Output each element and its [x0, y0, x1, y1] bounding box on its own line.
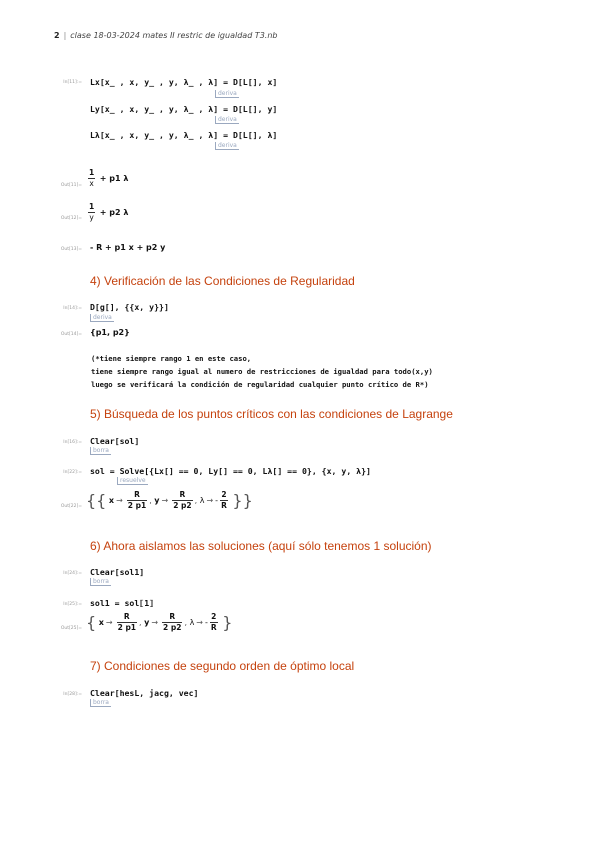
- input-line-clear-hesl[interactable]: Clear[hesL, jacg, vec]: [90, 688, 199, 698]
- cell-label-in16: In[16]:=: [63, 440, 82, 445]
- output-out12: [86, 202, 128, 223]
- output-out14: {p1, p2}: [90, 328, 130, 337]
- input-line-solve[interactable]: sol = Solve[{Lx[] == 0, Ly[] == 0, Lλ[] == 0}, {x, y, λ}]: [90, 466, 371, 476]
- fraction-2-r: $\frac{2}{R}$: [221, 490, 227, 510]
- output-out13: - R + p1 x + p2 y: [90, 243, 166, 252]
- open-brace: {{: [86, 491, 107, 510]
- hint-deriva-3[interactable]: deriva: [215, 142, 239, 150]
- header-separator: |: [63, 31, 67, 40]
- output-out11: [86, 168, 128, 189]
- fraction-r-2p1: $\frac{R}{2 p1}$: [117, 612, 137, 632]
- section-heading-7: 7) Condiciones de segundo orden de óptimo local: [90, 659, 355, 673]
- cell-label-in14: In[14]:=: [63, 306, 82, 311]
- page-number: 2: [54, 31, 60, 40]
- cell-label-out25: Out[25]=: [60, 626, 82, 631]
- comment-line-3: luego se verificará la condición de regularidad cualquier punto crítico de R*): [91, 380, 429, 389]
- notebook-title: clase 18-03-2024 mates II restric de igualdad T3.nb: [70, 31, 278, 40]
- fraction-2-r: $\frac{2}{R}$: [210, 612, 217, 632]
- output-out22: {{ x → $\frac{R}{2 p1}$ , y → $\frac{R}{2 p2}$ , λ → - $\frac{2}{R}$ }}: [86, 490, 253, 510]
- hint-resuelve[interactable]: resuelve: [117, 477, 148, 485]
- input-line-clear-sol[interactable]: Clear[sol]: [90, 436, 140, 446]
- cell-label-in24: In[24]:=: [63, 571, 82, 576]
- fraction-r-2p2: $\frac{R}{2 p2}$: [173, 490, 192, 510]
- input-line-ly[interactable]: Ly[x_ , x, y_ , y, λ_ , λ] = D[L[], y]: [90, 104, 278, 114]
- input-line-sol1[interactable]: sol1 = sol⟦1⟧: [90, 598, 155, 608]
- hint-deriva-1[interactable]: deriva: [215, 90, 239, 98]
- cell-label-out11: Out[11]=: [60, 183, 82, 188]
- hint-deriva-2[interactable]: deriva: [215, 116, 239, 124]
- input-line-llambda[interactable]: Lλ[x_ , x, y_ , y, λ_ , λ] = D[L[], λ]: [90, 130, 278, 140]
- hint-borra-1[interactable]: borra: [90, 447, 111, 455]
- page-header: [54, 31, 277, 40]
- cell-label-out12: Out[12]=: [60, 216, 82, 221]
- fraction-1-y: $\frac{1}{y}$: [89, 202, 95, 222]
- comment-line-1: (*tiene siempre rango 1 en este caso,: [91, 354, 252, 363]
- section-heading-4: 4) Verificación de las Condiciones de Regularidad: [90, 274, 355, 288]
- fraction-1-x: $\frac{1}{x}$: [89, 168, 95, 188]
- out12-rest: + p2 λ: [99, 208, 129, 217]
- cell-label-out13: Out[13]=: [60, 247, 82, 252]
- hint-borra-3[interactable]: borra: [90, 699, 111, 707]
- cell-label-out22: Out[22]=: [60, 504, 82, 509]
- comment-line-2: tiene siempre rango igual al numero de restricciones de igualdad para todo(x,y): [91, 367, 433, 376]
- open-brace: {: [86, 613, 97, 632]
- cell-label-in22: In[22]:=: [63, 470, 82, 475]
- cell-label-out14: Out[14]=: [60, 332, 82, 337]
- fraction-r-2p2: $\frac{R}{2 p2}$: [163, 612, 182, 632]
- section-heading-5: 5) Búsqueda de los puntos críticos con las condiciones de Lagrange: [90, 407, 453, 421]
- section-heading-6: 6) Ahora aislamos las soluciones (aquí sólo tenemos 1 solución): [90, 539, 432, 553]
- hint-deriva-4[interactable]: deriva: [90, 314, 114, 322]
- close-brace: }: [222, 613, 233, 632]
- input-line-lx[interactable]: Lx[x_ , x, y_ , y, λ_ , λ] = D[L[], x]: [90, 77, 278, 87]
- input-line-d-g[interactable]: D[g[], {{x, y}}]: [90, 302, 169, 312]
- hint-borra-2[interactable]: borra: [90, 578, 111, 586]
- fraction-r-2p1: $\frac{R}{2 p1}$: [127, 490, 147, 510]
- cell-label-in11: In[11]:=: [63, 80, 82, 85]
- out11-rest: + p1 λ: [99, 174, 129, 183]
- output-out25: { x → $\frac{R}{2 p1}$ , y → $\frac{R}{2 p2}$ , λ → - $\frac{2}{R}$ }: [86, 612, 233, 632]
- cell-label-in25: In[25]:=: [63, 602, 82, 607]
- cell-label-in28: In[28]:=: [63, 692, 82, 697]
- input-line-clear-sol1[interactable]: Clear[sol1]: [90, 567, 145, 577]
- close-brace: }}: [232, 491, 253, 510]
